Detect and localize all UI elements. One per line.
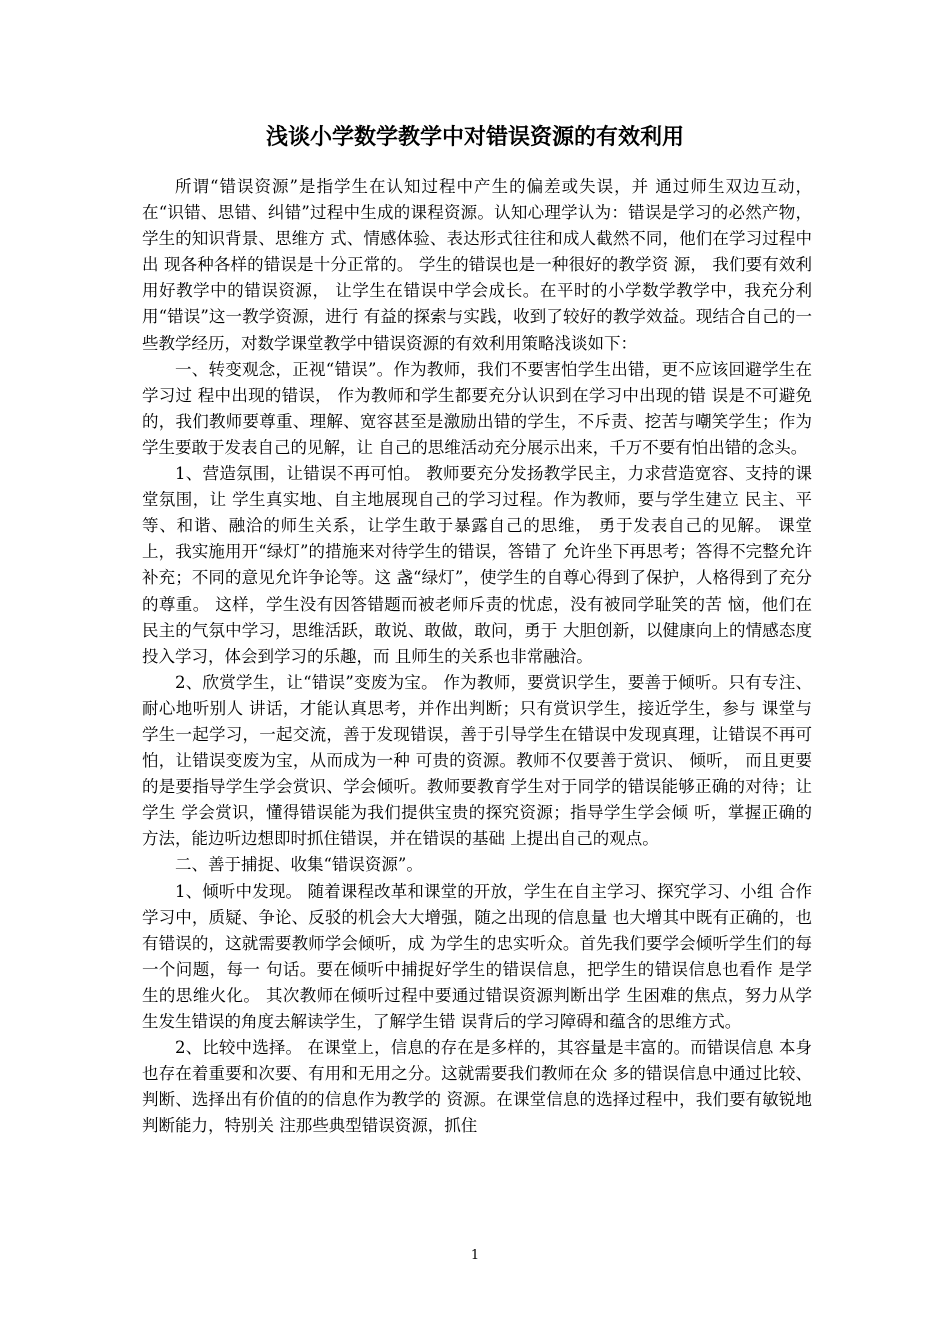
paragraph-point-2-2: 2、比较中选择。 在课堂上，信息的存在是多样的，其容量是丰富的。而错误信息 本身也存在着重要和次要、有用和无用之分。这就需要我们教师在众 多的错误信息中通过比较、判断、选择出有价值的的信息作为教学的 资源。在课堂信息的选择过程中，我们要有敏锐地判断能力，特别关 注那些典型错误资源，抓住	[142, 1038, 812, 1136]
paragraph-point-1-2: 2、欣赏学生，让“错误”变废为宝。 作为教师，要赏识学生，要善于倾听。只有专注、耐心地听别人 讲话，才能认真思考，并作出判断；只有赏识学生，接近学生，参与 课堂与学生一起学习，一起交流，善于发现错误，善于引导学生在错误中发现真理，让错误不再可怕，让错误变废为宝，从而成为一种 可贵的资源。教师不仅要善于赏识、 倾听， 而且更要的是要指导学生学会赏识、学会倾听。教师要教育学生对于同学的错误能够正确的对待；让学生 学会赏识，懂得错误能为我们提供宝贵的探究资源；指导学生学会倾 听，掌握正确的方法，能边听边想即时抓住错误，并在错误的基础 上提出自己的观点。	[142, 672, 812, 849]
page-number: 1	[470, 1248, 480, 1263]
paragraph-point-1-1: 1、营造氛围，让错误不再可怕。 教师要充分发扬教学民主，力求营造宽容、支持的课堂氛围，让 学生真实地、自主地展现自己的学习过程。作为教师，要与学生建立 民主、平等、和谐、融洽的师生关系，让学生敢于暴露自己的思维， 勇于发表自己的见解。 课堂上，我实施用开“绿灯”的措施来对待学生的错误，答错了 允许坐下再思考；答得不完整允许补充；不同的意见允许争论等。这 盏“绿灯”，使学生的自尊心得到了保护，人格得到了充分的尊重。 这样，学生没有因答错题而被老师斥责的忧虑，没有被同学耻笑的苦 恼，他们在民主的气氛中学习，思维活跃，敢说、敢做，敢问，勇于 大胆创新，以健康向上的情感态度投入学习，体会到学习的乐趣，而 且师生的关系也非常融洽。	[142, 464, 812, 666]
document-title: 浅谈小学数学教学中对错误资源的有效利用	[265, 125, 684, 150]
paragraph-section-two: 二、善于捕捉、收集“错误资源”。	[175, 855, 423, 875]
paragraph-intro: 所谓“错误资源”是指学生在认知过程中产生的偏差或失误，并 通过师生双边互动，在“识错、思错、纠错”过程中生成的课程资源。认知心理学认为：错误是学习的必然产物，学生的知识背景、思维方 式、情感体验、表达形式往往和成人截然不同，他们在学习过程中出 现各种各样的错误是十分正常的。 学生的错误也是一种很好的教学资 源， 我们要有效利用好教学中的错误资源， 让学生在错误中学会成长。在平时的小学数学教学中，我充分利用“错误”这一教学资源，进行 有益的探索与实践，收到了较好的教学效益。现结合自己的一些教学经历，对数学课堂教学中错误资源的有效利用策略浅谈如下：	[142, 177, 812, 353]
paragraph-section-one: 一、转变观念，正视“错误”。作为教师，我们不要害怕学生出错，更不应该回避学生在学习过 程中出现的错误， 作为教师和学生都要充分认识到在学习中出现的错 误是不可避免的，我们教师要尊重、理解、宽容甚至是激励出错的学生，不斥责、挖苦与嘲笑学生；作为学生要敢于发表自己的见解，让 自己的思维活动充分展示出来，千万不要有怕出错的念头。	[142, 359, 812, 457]
document-body	[142, 174, 812, 1139]
paragraph-point-2-1: 1、倾听中发现。 随着课程改革和课堂的开放，学生在自主学习、探究学习、小组 合作学习中，质疑、争论、反驳的机会大大增强，随之出现的信息量 也大增其中既有正确的，也有错误的，这就需要教师学会倾听，成 为学生的忠实听众。首先我们要学会倾听学生们的每一个问题，每一 句话。要在倾听中捕捉好学生的错误信息，把学生的错误信息也看作 是学生的思维火化。 其次教师在倾听过程中要通过错误资源判断出学 生困难的焦点，努力从学生发生错误的角度去解读学生，了解学生错 误背后的学习障碍和蕴含的思维方式。	[142, 881, 812, 1031]
